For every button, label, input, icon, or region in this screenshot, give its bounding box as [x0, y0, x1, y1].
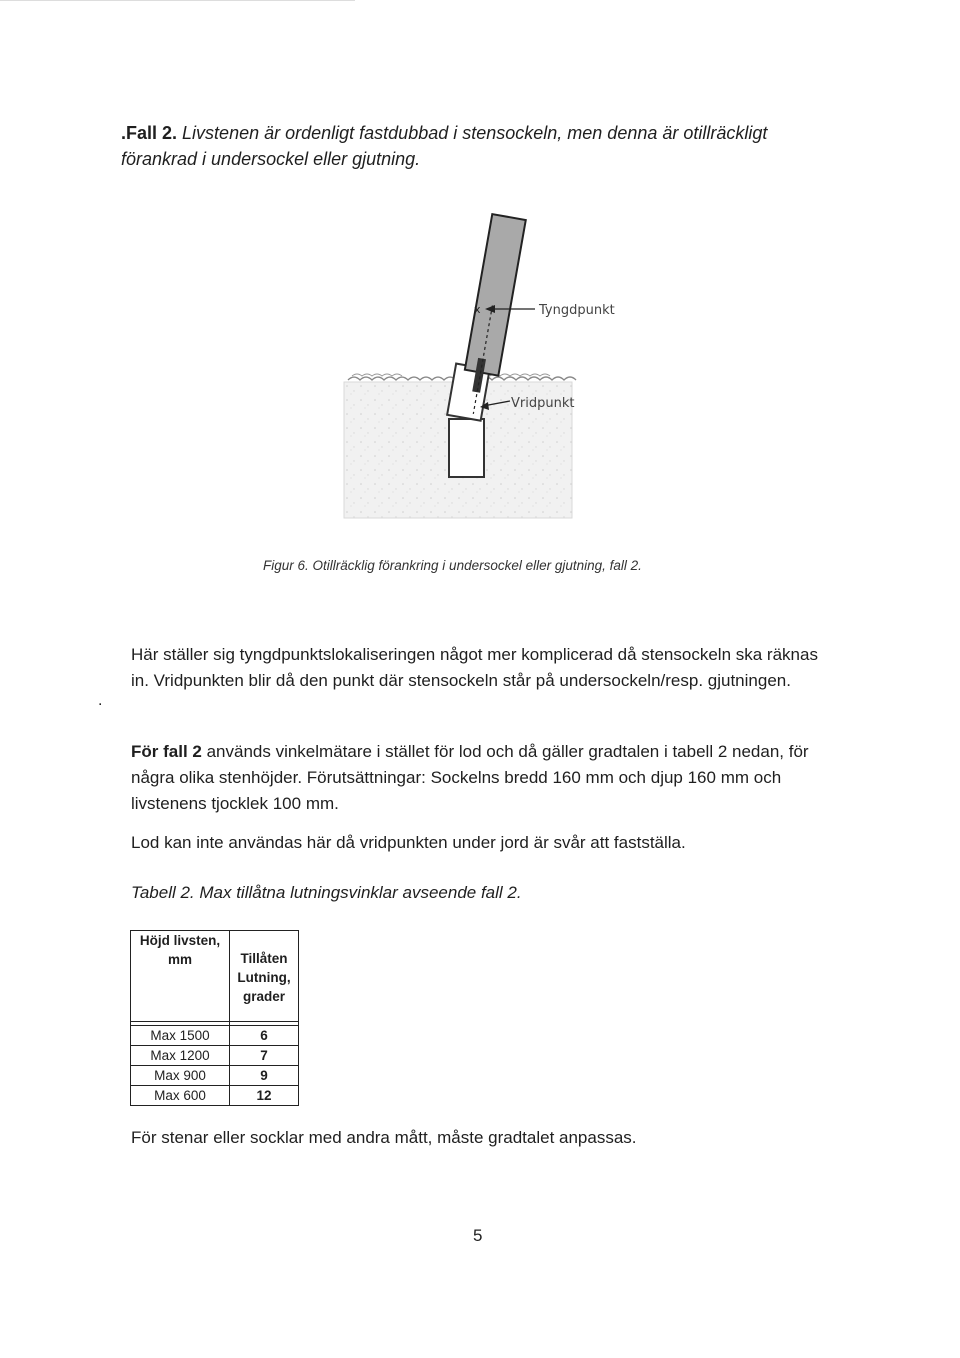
- table-header-height: Höjd livsten, mm: [131, 931, 230, 1022]
- heading-prefix: .Fall 2.: [121, 123, 178, 143]
- livsten: [465, 214, 526, 376]
- page-number: 5: [473, 1226, 483, 1245]
- tilt-diagram: [330, 200, 650, 530]
- table-row: [131, 1046, 299, 1066]
- paragraph-2-bold: För fall 2: [131, 742, 202, 761]
- paragraph-3: Lod kan inte användas här då vridpunkten under jord är svår att fastställa.: [131, 833, 686, 852]
- table-row: [131, 1026, 299, 1046]
- table-row: [131, 1066, 299, 1086]
- table-header-row: [131, 931, 299, 1022]
- heading-text: Livstenen är ordenligt fastdubbad i stensockeln, men denna är otillräckligt förankrad i undersockel eller gjutning.: [121, 123, 768, 169]
- tilt-angle-table: [130, 930, 299, 1106]
- table-cell-height: Max 600: [131, 1086, 230, 1106]
- table-title: Tabell 2. Max tillåtna lutningsvinklar avseende fall 2.: [131, 883, 522, 902]
- margin-dot: .: [98, 692, 103, 709]
- label-tyngdpunkt: Tyngdpunkt: [539, 303, 615, 318]
- table-cell-angle: 6: [230, 1026, 299, 1046]
- figure-caption: Figur 6. Otillräcklig förankring i undersockel eller gjutning, fall 2.: [263, 558, 642, 573]
- table-cell-angle: 12: [230, 1086, 299, 1106]
- paragraph-1: Här ställer sig tyngdpunktslokaliseringen något mer komplicerad då stensockeln ska räknas in. Vridpunkten blir då den punkt där stensockeln står på undersockeln/resp. gjutningen.: [131, 645, 818, 690]
- table-cell-height: Max 900: [131, 1066, 230, 1086]
- gravity-point-marker: x: [474, 303, 481, 316]
- undersockel: [449, 419, 484, 477]
- label-vridpunkt: Vridpunkt: [511, 396, 575, 411]
- table-cell-angle: 9: [230, 1066, 299, 1086]
- table-header-angle: Tillåten Lutning, grader: [230, 931, 299, 1022]
- top-border-line: [0, 0, 355, 1]
- table-cell-height: Max 1500: [131, 1026, 230, 1046]
- table-cell-angle: 7: [230, 1046, 299, 1066]
- paragraph-2-text: används vinkelmätare i stället för lod och då gäller gradtalen i tabell 2 nedan, för några olika stenhöjder. Förutsättningar: Sockelns bredd 160 mm och djup 160 mm och livstenens tjocklek 100 mm.: [131, 742, 809, 813]
- table-row: [131, 1086, 299, 1106]
- closing-note: För stenar eller socklar med andra mått, måste gradtalet anpassas.: [131, 1128, 637, 1147]
- table-cell-height: Max 1200: [131, 1046, 230, 1066]
- paragraph-2: [131, 739, 831, 817]
- section-heading: [121, 120, 841, 172]
